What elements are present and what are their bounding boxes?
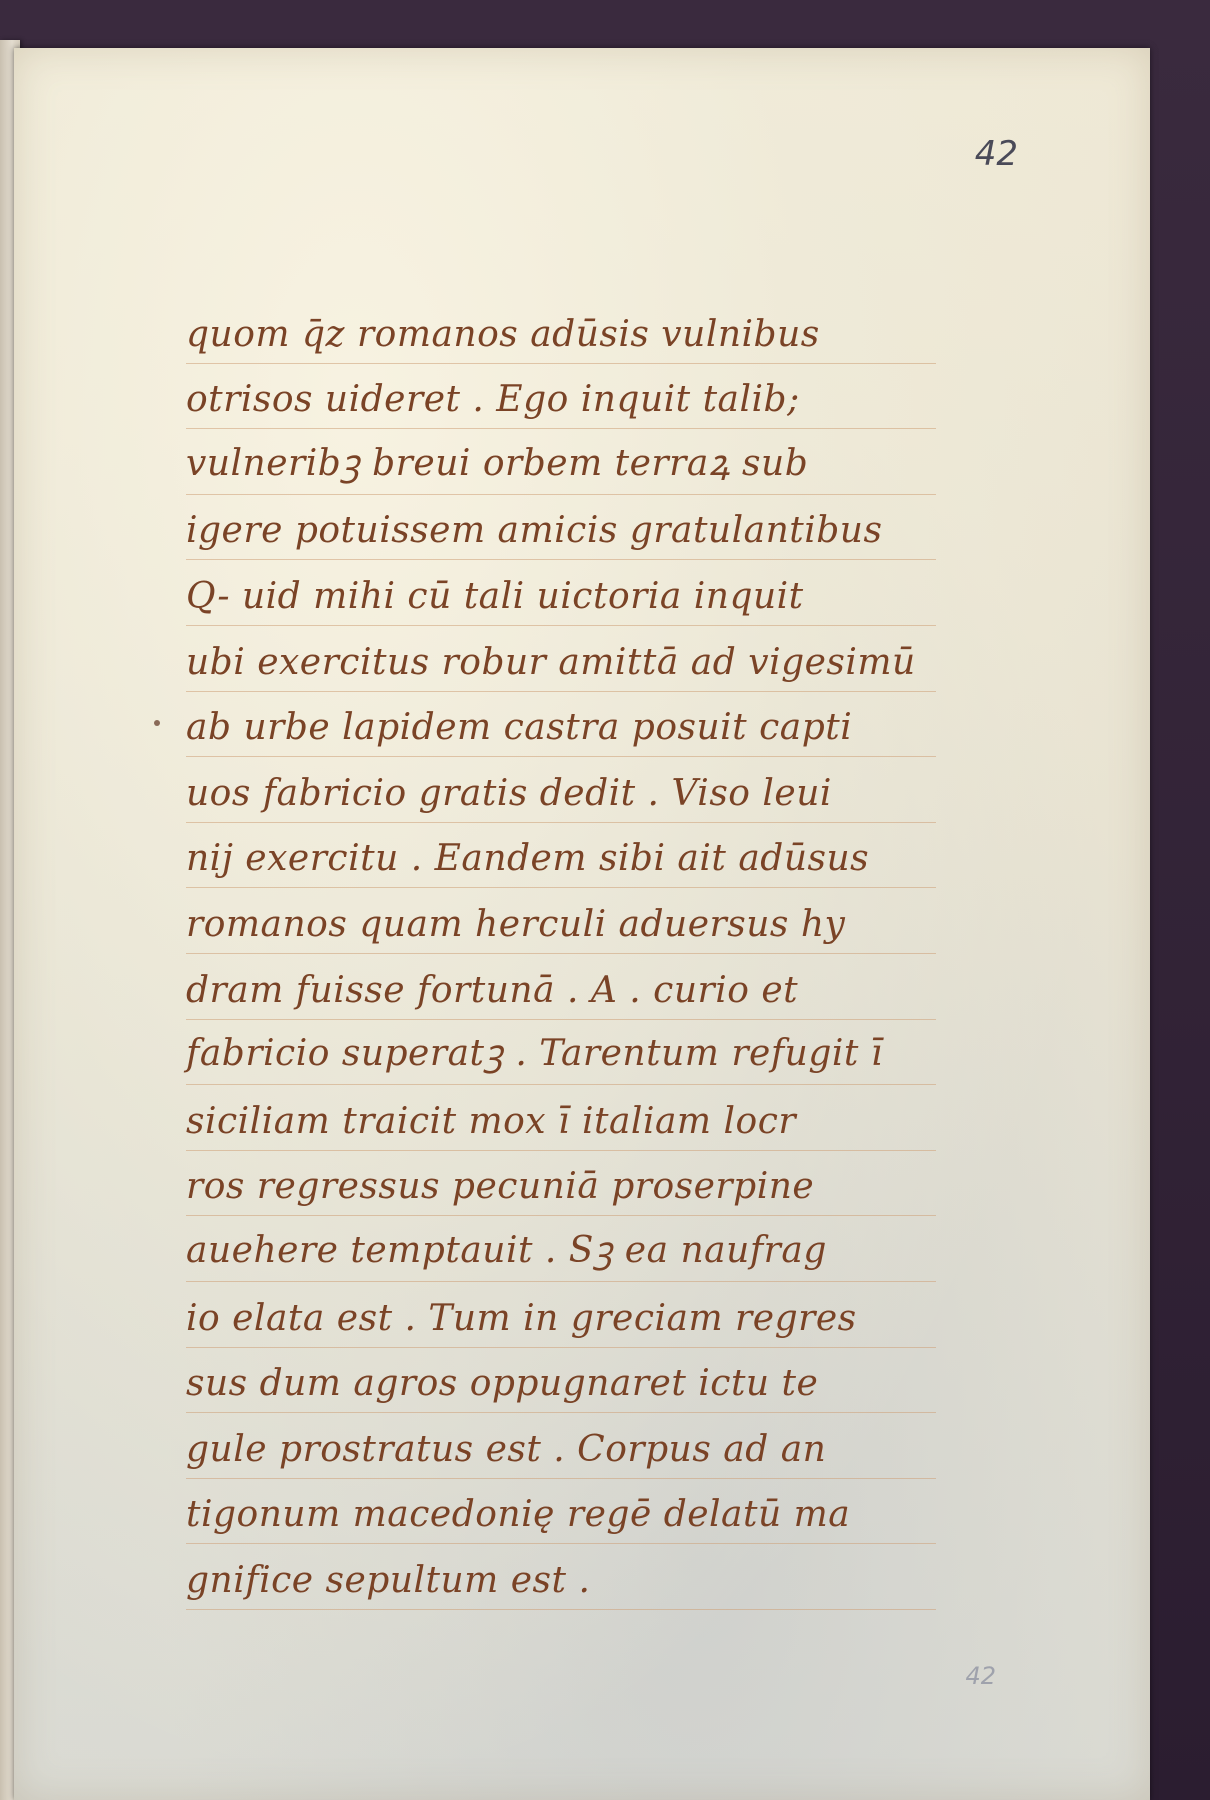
line-text: gule prostratus est . Corpus ad an bbox=[186, 1428, 827, 1470]
line-text: Q- uid mihi cū tali uictoria inquit bbox=[186, 575, 804, 617]
text-block bbox=[186, 298, 936, 1610]
text-line bbox=[186, 888, 936, 954]
text-line bbox=[186, 1479, 936, 1545]
line-text: vulneribꝫ breui orbem terraꝝ sub bbox=[186, 442, 809, 484]
text-line bbox=[186, 1020, 936, 1086]
text-line bbox=[186, 429, 936, 495]
text-line bbox=[186, 626, 936, 692]
line-text: auehere temptauit . Sꝫ ea naufrag bbox=[186, 1229, 827, 1271]
folio-number-top: 42 bbox=[974, 134, 1018, 174]
line-text: sus dum agros oppugnaret ictu te bbox=[186, 1363, 819, 1405]
line-text: igere potuissem amicis gratulantibus bbox=[186, 510, 883, 552]
manuscript-page bbox=[14, 48, 1150, 1800]
text-line bbox=[186, 495, 936, 561]
text-line bbox=[186, 1085, 936, 1151]
text-line bbox=[186, 692, 936, 758]
text-line bbox=[186, 298, 936, 364]
line-text: otrisos uideret . Ego inquit talib; bbox=[186, 379, 800, 421]
text-line bbox=[186, 1413, 936, 1479]
line-text: tigonum macedonię regē delatū ma bbox=[186, 1494, 851, 1536]
marginal-mark bbox=[154, 720, 160, 726]
line-text: siciliam traicit mox ī italiam locr bbox=[186, 1100, 797, 1142]
line-text: nij exercitu . Eandem sibi ait adūsus bbox=[186, 838, 870, 880]
line-text: ros regressus pecuniā proserpine bbox=[186, 1166, 815, 1208]
text-line bbox=[186, 1216, 936, 1282]
line-text: ab urbe lapidem castra posuit capti bbox=[186, 707, 853, 749]
line-text: uos fabricio gratis dedit . Viso leui bbox=[186, 772, 832, 814]
line-text: quom q̄z romanos adūsis vulnibus bbox=[186, 313, 820, 355]
line-text: gnifice sepultum est . bbox=[186, 1559, 591, 1601]
line-text: ubi exercitus robur amittā ad vigesimū bbox=[186, 641, 916, 683]
line-text: fabricio superatꝫ . Tarentum refugit ī bbox=[186, 1033, 883, 1075]
text-line bbox=[186, 954, 936, 1020]
text-line bbox=[186, 1348, 936, 1414]
text-line bbox=[186, 1151, 936, 1217]
line-text: io elata est . Tum in greciam regres bbox=[186, 1297, 857, 1339]
text-line bbox=[186, 364, 936, 430]
text-line bbox=[186, 757, 936, 823]
text-line bbox=[186, 1544, 936, 1610]
text-line bbox=[186, 560, 936, 626]
text-line bbox=[186, 823, 936, 889]
folio-number-bottom: 42 bbox=[965, 1662, 996, 1690]
line-text: dram fuisse fortunā . A . curio et bbox=[186, 969, 799, 1011]
line-text: romanos quam herculi aduersus hy bbox=[186, 903, 846, 945]
text-line bbox=[186, 1282, 936, 1348]
